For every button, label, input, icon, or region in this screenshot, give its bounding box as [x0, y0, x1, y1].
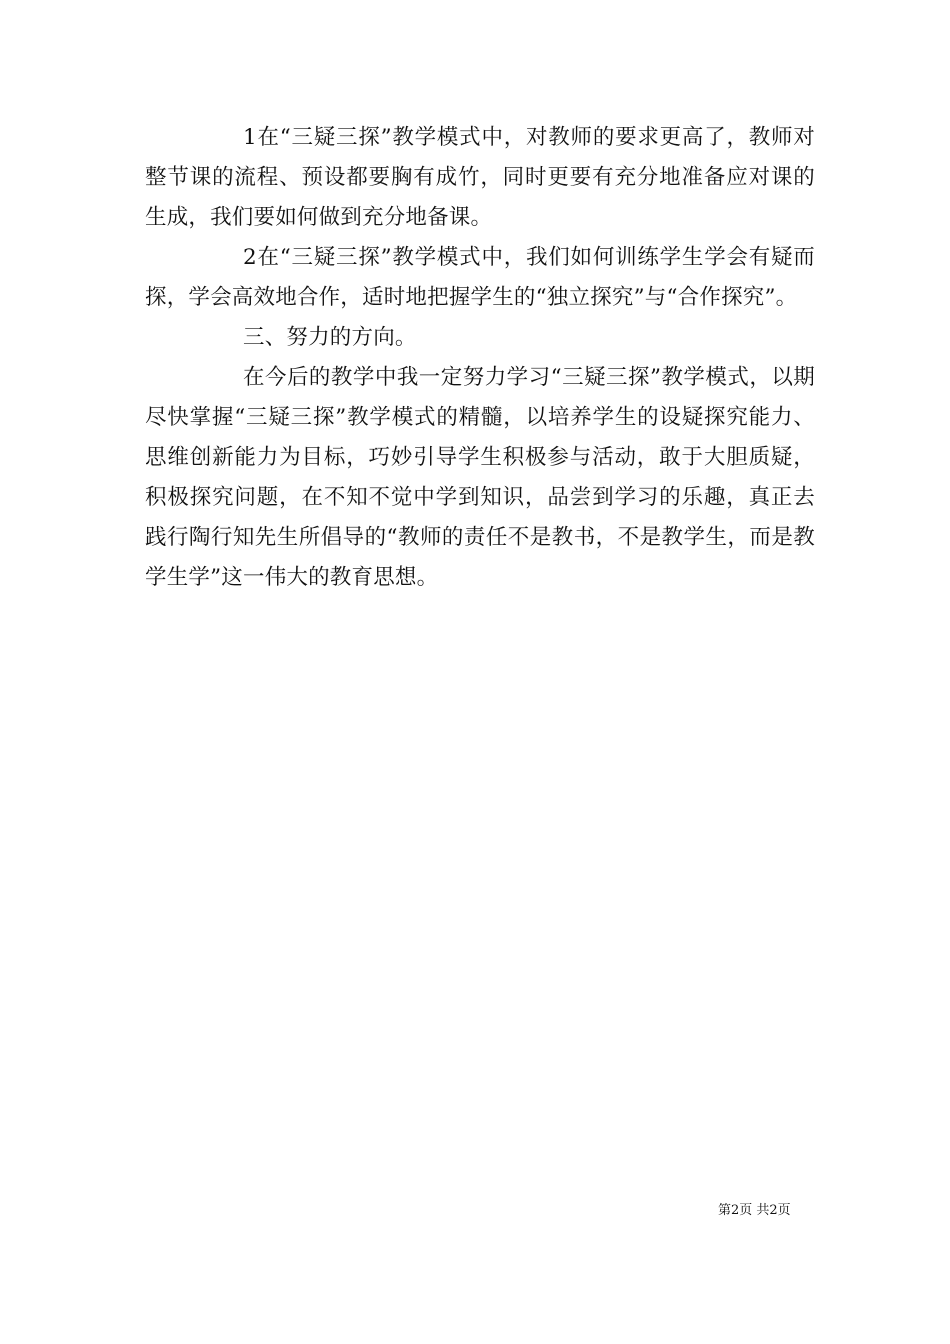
paragraph-question-2: 2在“三疑三探”教学模式中，我们如何训练学生学会有疑而探，学会高效地合作，适时地把握学生的“独立探究”与“合作探究”。 [145, 245, 815, 310]
page-number-footer: 第2页 共2页 [718, 1203, 791, 1218]
section-heading-direction: 三、努力的方向。 [243, 325, 417, 350]
paragraph-future-direction: 在今后的教学中我一定努力学习“三疑三探”教学模式，以期尽快掌握“三疑三探”教学模式的精髓，以培养学生的设疑探究能力、思维创新能力为目标，巧妙引导学生积极参与活动，敢于大胆质疑，积极探究问题，在不知不觉中学到知识，品尝到学习的乐趣，真正去践行陶行知先生所倡导的“教师的责任不是教书，不是教学生，而是教学生学”这一伟大的教育思想。 [145, 365, 815, 590]
document-body [145, 118, 815, 598]
paragraph-question-1: 1在“三疑三探”教学模式中，对教师的要求更高了，教师对整节课的流程、预设都要胸有成竹，同时更要有充分地准备应对课的生成，我们要如何做到充分地备课。 [145, 125, 815, 230]
